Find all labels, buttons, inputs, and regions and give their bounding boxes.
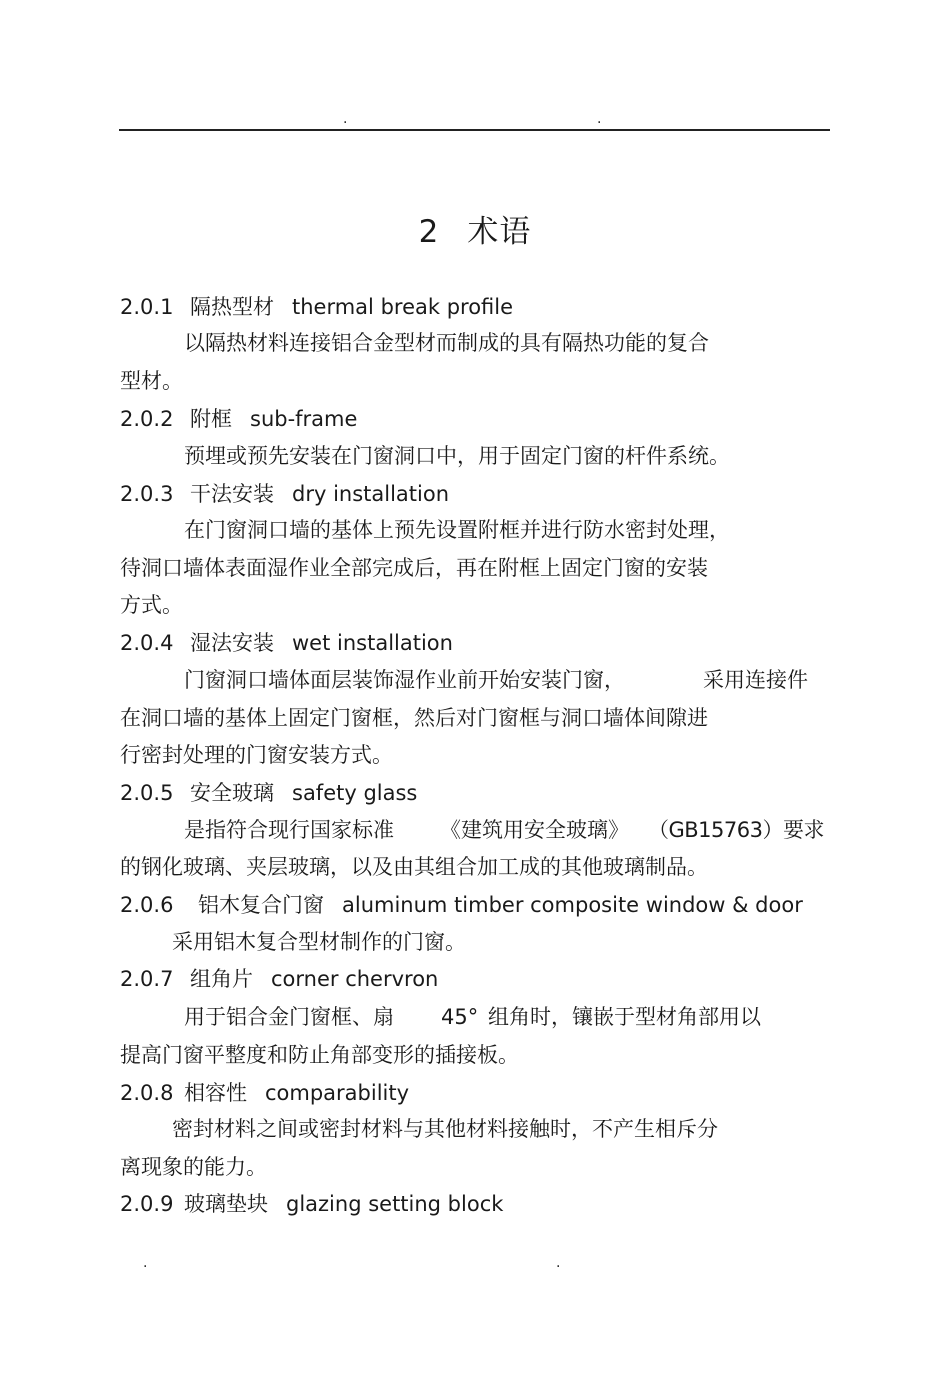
term-en: comparability [265,1081,410,1105]
term-number: 2.0.3 [120,482,174,506]
term-definition-line: （GB15763）要求 [648,818,824,842]
term-zh: 组角片 [190,967,253,991]
term-heading [120,404,357,434]
term-heading [120,292,513,322]
term-definition-line: 采用铝木复合型材制作的门窗。 [172,930,466,954]
term-en: sub-frame [250,407,358,431]
term-en: dry installation [292,482,450,506]
term-definition-line: 采用连接件 [703,668,808,692]
term-en: aluminum timber composite window & door [342,893,803,917]
term-definition-line: 用于铝合金门窗框、扇 [184,1005,394,1029]
term-definition-line: 在洞口墙的基体上固定门窗框，然后对门窗框与洞口墙体间隙进 [120,706,708,730]
term-heading [120,890,803,920]
term-definition-line: 是指符合现行国家标准 [184,818,394,842]
term-definition-line: 方式。 [120,593,183,617]
term-zh: 安全玻璃 [190,781,274,805]
term-heading [120,1189,503,1219]
term-en: wet installation [292,631,453,655]
term-heading [120,628,453,658]
term-zh: 玻璃垫块 [184,1192,268,1216]
term-zh: 湿法安装 [190,631,274,655]
term-number: 2.0.9 [120,1192,174,1216]
term-definition-line: 密封材料之间或密封材料与其他材料接触时，不产生相斥分 [172,1117,718,1141]
header-dot-right: . [597,111,602,127]
footer-dot-left: . [143,1255,148,1271]
term-en: safety glass [292,781,418,805]
term-number: 2.0.4 [120,631,174,655]
term-definition-line: 在门窗洞口墙的基体上预先设置附框并进行防水密封处理， [184,518,730,542]
term-number: 2.0.8 [120,1081,174,1105]
term-en: glazing setting block [286,1192,504,1216]
term-definition-line: 待洞口墙体表面湿作业全部完成后，再在附框上固定门窗的安装 [120,556,708,580]
term-en: thermal break profile [292,295,514,319]
term-number: 2.0.1 [120,295,174,319]
term-definition-line: 45° [441,1005,479,1029]
footer-dot-right: . [556,1255,561,1271]
term-definition-line: 门窗洞口墙体面层装饰湿作业前开始安装门窗， [184,668,625,692]
term-definition-line: 以隔热材料连接铝合金型材而制成的具有隔热功能的复合 [184,331,709,355]
term-heading [120,479,449,509]
term-definition-line: 行密封处理的门窗安装方式。 [120,743,393,767]
term-number: 2.0.6 [120,893,174,917]
term-zh: 相容性 [184,1081,247,1105]
chapter-title [0,210,950,254]
term-zh: 干法安装 [190,482,274,506]
term-heading [120,964,438,994]
term-definition-line: 提高门窗平整度和防止角部变形的插接板。 [120,1043,519,1067]
term-heading [120,778,417,808]
term-definition-line: 离现象的能力。 [120,1155,267,1179]
term-zh: 隔热型材 [190,295,274,319]
term-definition-line: 《建筑用安全玻璃》 [440,818,629,842]
term-en: corner chervron [271,967,439,991]
term-definition-line: 型材。 [120,369,183,393]
term-heading [120,1078,409,1108]
term-number: 2.0.2 [120,407,174,431]
term-definition-line: 的钢化玻璃、夹层玻璃，以及由其组合加工成的其他玻璃制品。 [120,855,708,879]
term-definition-line: 预埋或预先安装在门窗洞口中，用于固定门窗的杆件系统。 [184,444,730,468]
header-rule [119,129,830,131]
term-zh: 铝木复合门窗 [198,893,324,917]
term-zh: 附框 [190,407,232,431]
header-dot-left: . [343,111,348,127]
term-number: 2.0.7 [120,967,174,991]
term-definition-line: 组角时，镶嵌于型材角部用以 [488,1005,761,1029]
term-number: 2.0.5 [120,781,174,805]
chapter-title-text: 术语 [467,214,532,250]
chapter-number: 2 [418,214,440,250]
